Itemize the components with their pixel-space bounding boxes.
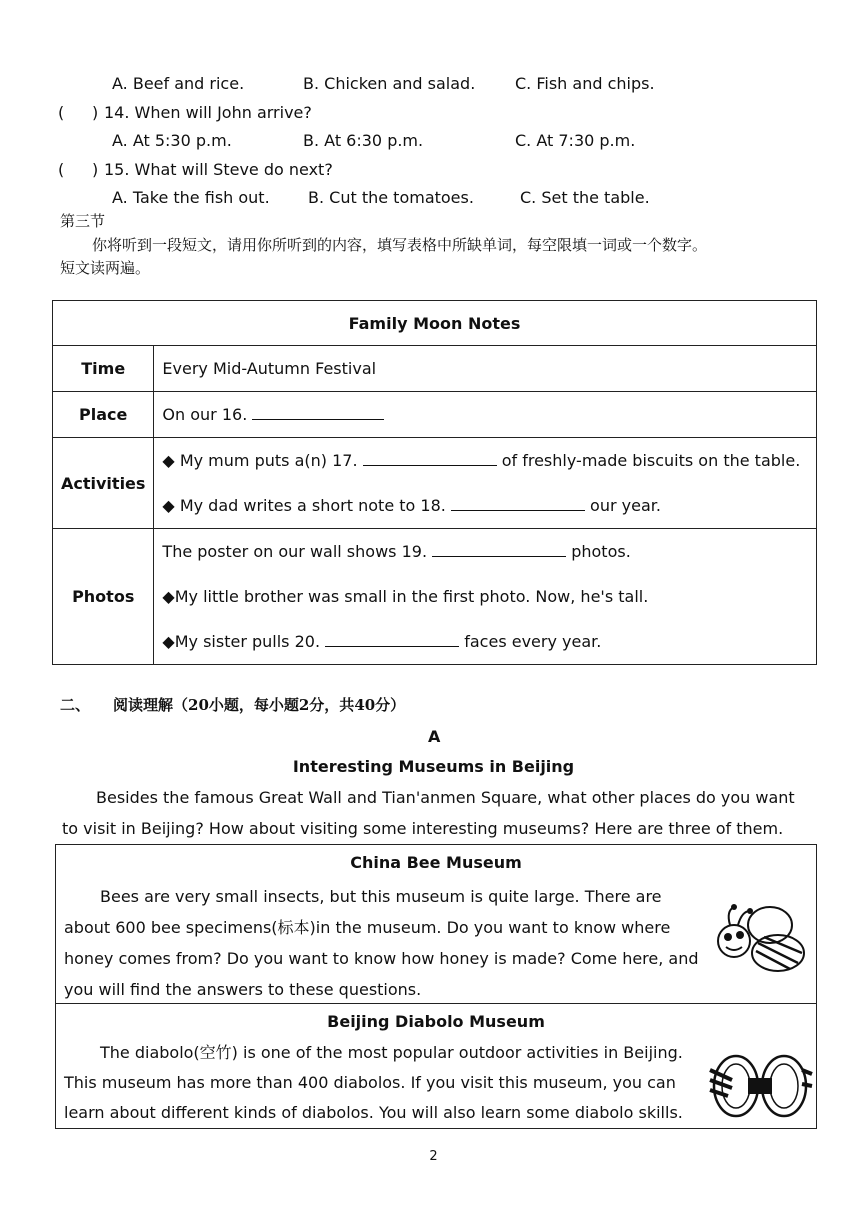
bee-text-line1: Bees are very small insects, but this museum is quite large. There are: [100, 887, 662, 906]
diabolo-text-line1: The diabolo(空竹) is one of the most popular outdoor activities in Beijing.: [100, 1043, 683, 1062]
diabolo-text-line2: This museum has more than 400 diabolos. If you visit this museum, you can: [64, 1073, 676, 1092]
blank-18[interactable]: [451, 496, 585, 511]
activity-17-prefix: ◆ My mum puts a(n) 17.: [162, 451, 358, 470]
section3-instruction-line2: 短文读两遍。: [60, 259, 151, 277]
q15-option-b: B. Cut the tomatoes.: [308, 188, 474, 207]
activity-17-suffix: of freshly-made biscuits on the table.: [501, 451, 801, 470]
bee-text-line4: you will find the answers to these questions.: [64, 980, 422, 999]
q13-option-b: B. Chicken and salad.: [303, 74, 476, 93]
q13-option-c: C. Fish and chips.: [515, 74, 655, 93]
bee-text-line2: about 600 bee specimens(标本)in the museum. Do you want to know where: [64, 918, 671, 937]
photos-19-prefix: The poster on our wall shows 19.: [162, 542, 428, 561]
row-label-time: Time: [53, 346, 154, 392]
reading-heading-number: 二、: [60, 696, 91, 714]
place-line: [162, 392, 808, 437]
q15-option-a: A. Take the fish out.: [112, 188, 270, 207]
time-value: Every Mid-Autumn Festival: [162, 359, 377, 378]
q14-option-b: B. At 6:30 p.m.: [303, 131, 424, 150]
museum-box-bee: [55, 844, 817, 1004]
q14-option-a: A. At 5:30 p.m.: [112, 131, 232, 150]
q15-option-c: C. Set the table.: [520, 188, 650, 207]
photos-line-brother: ◆My little brother was small in the first photo. Now, he's tall.: [162, 587, 649, 606]
q15-text: 15. What will Steve do next?: [104, 160, 333, 179]
diabolo-icon: [706, 1050, 814, 1122]
reading-heading: 阅读理解（20小题，每小题2分，共40分）: [113, 696, 406, 714]
q13-option-a: A. Beef and rice.: [112, 74, 245, 93]
museum-title-bee: China Bee Museum: [350, 853, 522, 872]
row-label-activities: Activities: [53, 438, 154, 529]
row-label-photos: Photos: [53, 529, 154, 665]
reading-part-label: A: [428, 727, 441, 746]
photos-20-suffix: faces every year.: [464, 632, 602, 651]
activity-line-18: [162, 483, 808, 528]
q14-text: 14. When will John arrive?: [104, 103, 312, 122]
activity-18-prefix: ◆ My dad writes a short note to 18.: [162, 496, 446, 515]
q14-answer-paren-close: ): [92, 103, 99, 122]
section3-heading: 第三节: [60, 212, 106, 230]
reading-title: Interesting Museums in Beijing: [292, 757, 575, 776]
section3-instruction-line1: 你将听到一段短文，请用你所听到的内容，填写表格中所缺单词，每空限填一词或一个数字。: [92, 236, 708, 254]
bee-icon: [708, 897, 808, 977]
notes-table-title: Family Moon Notes: [53, 301, 817, 346]
blank-20[interactable]: [325, 632, 459, 647]
reading-intro-line1: Besides the famous Great Wall and Tian'anmen Square, what other places do you want: [96, 788, 795, 807]
photos-line-19: [162, 529, 808, 574]
blank-19[interactable]: [432, 542, 566, 557]
blank-17[interactable]: [363, 451, 497, 466]
place-prefix: On our 16.: [162, 405, 248, 424]
photos-line-20: [162, 619, 808, 664]
bee-text-line3: honey comes from? Do you want to know how honey is made? Come here, and: [64, 949, 699, 968]
activity-18-suffix: our year.: [590, 496, 661, 515]
q15-answer-paren-close: ): [92, 160, 99, 179]
q15-answer-paren-open: (: [58, 160, 65, 179]
family-moon-notes-table: [52, 300, 817, 665]
activity-line-17: [162, 438, 808, 483]
photos-19-suffix: photos.: [571, 542, 631, 561]
museum-box-diabolo: [55, 1003, 817, 1129]
diabolo-text-line3: learn about different kinds of diabolos. You will also learn some diabolo skills.: [64, 1103, 683, 1122]
q14-answer-paren-open: (: [58, 103, 65, 122]
page-number: 2: [429, 1149, 438, 1164]
photos-20-prefix: ◆My sister pulls 20.: [162, 632, 321, 651]
q14-option-c: C. At 7:30 p.m.: [515, 131, 636, 150]
museum-title-diabolo: Beijing Diabolo Museum: [327, 1012, 545, 1031]
row-label-place: Place: [53, 392, 154, 438]
reading-intro-line2: to visit in Beijing? How about visiting some interesting museums? Here are three of them.: [62, 819, 784, 838]
blank-16[interactable]: [252, 405, 384, 420]
